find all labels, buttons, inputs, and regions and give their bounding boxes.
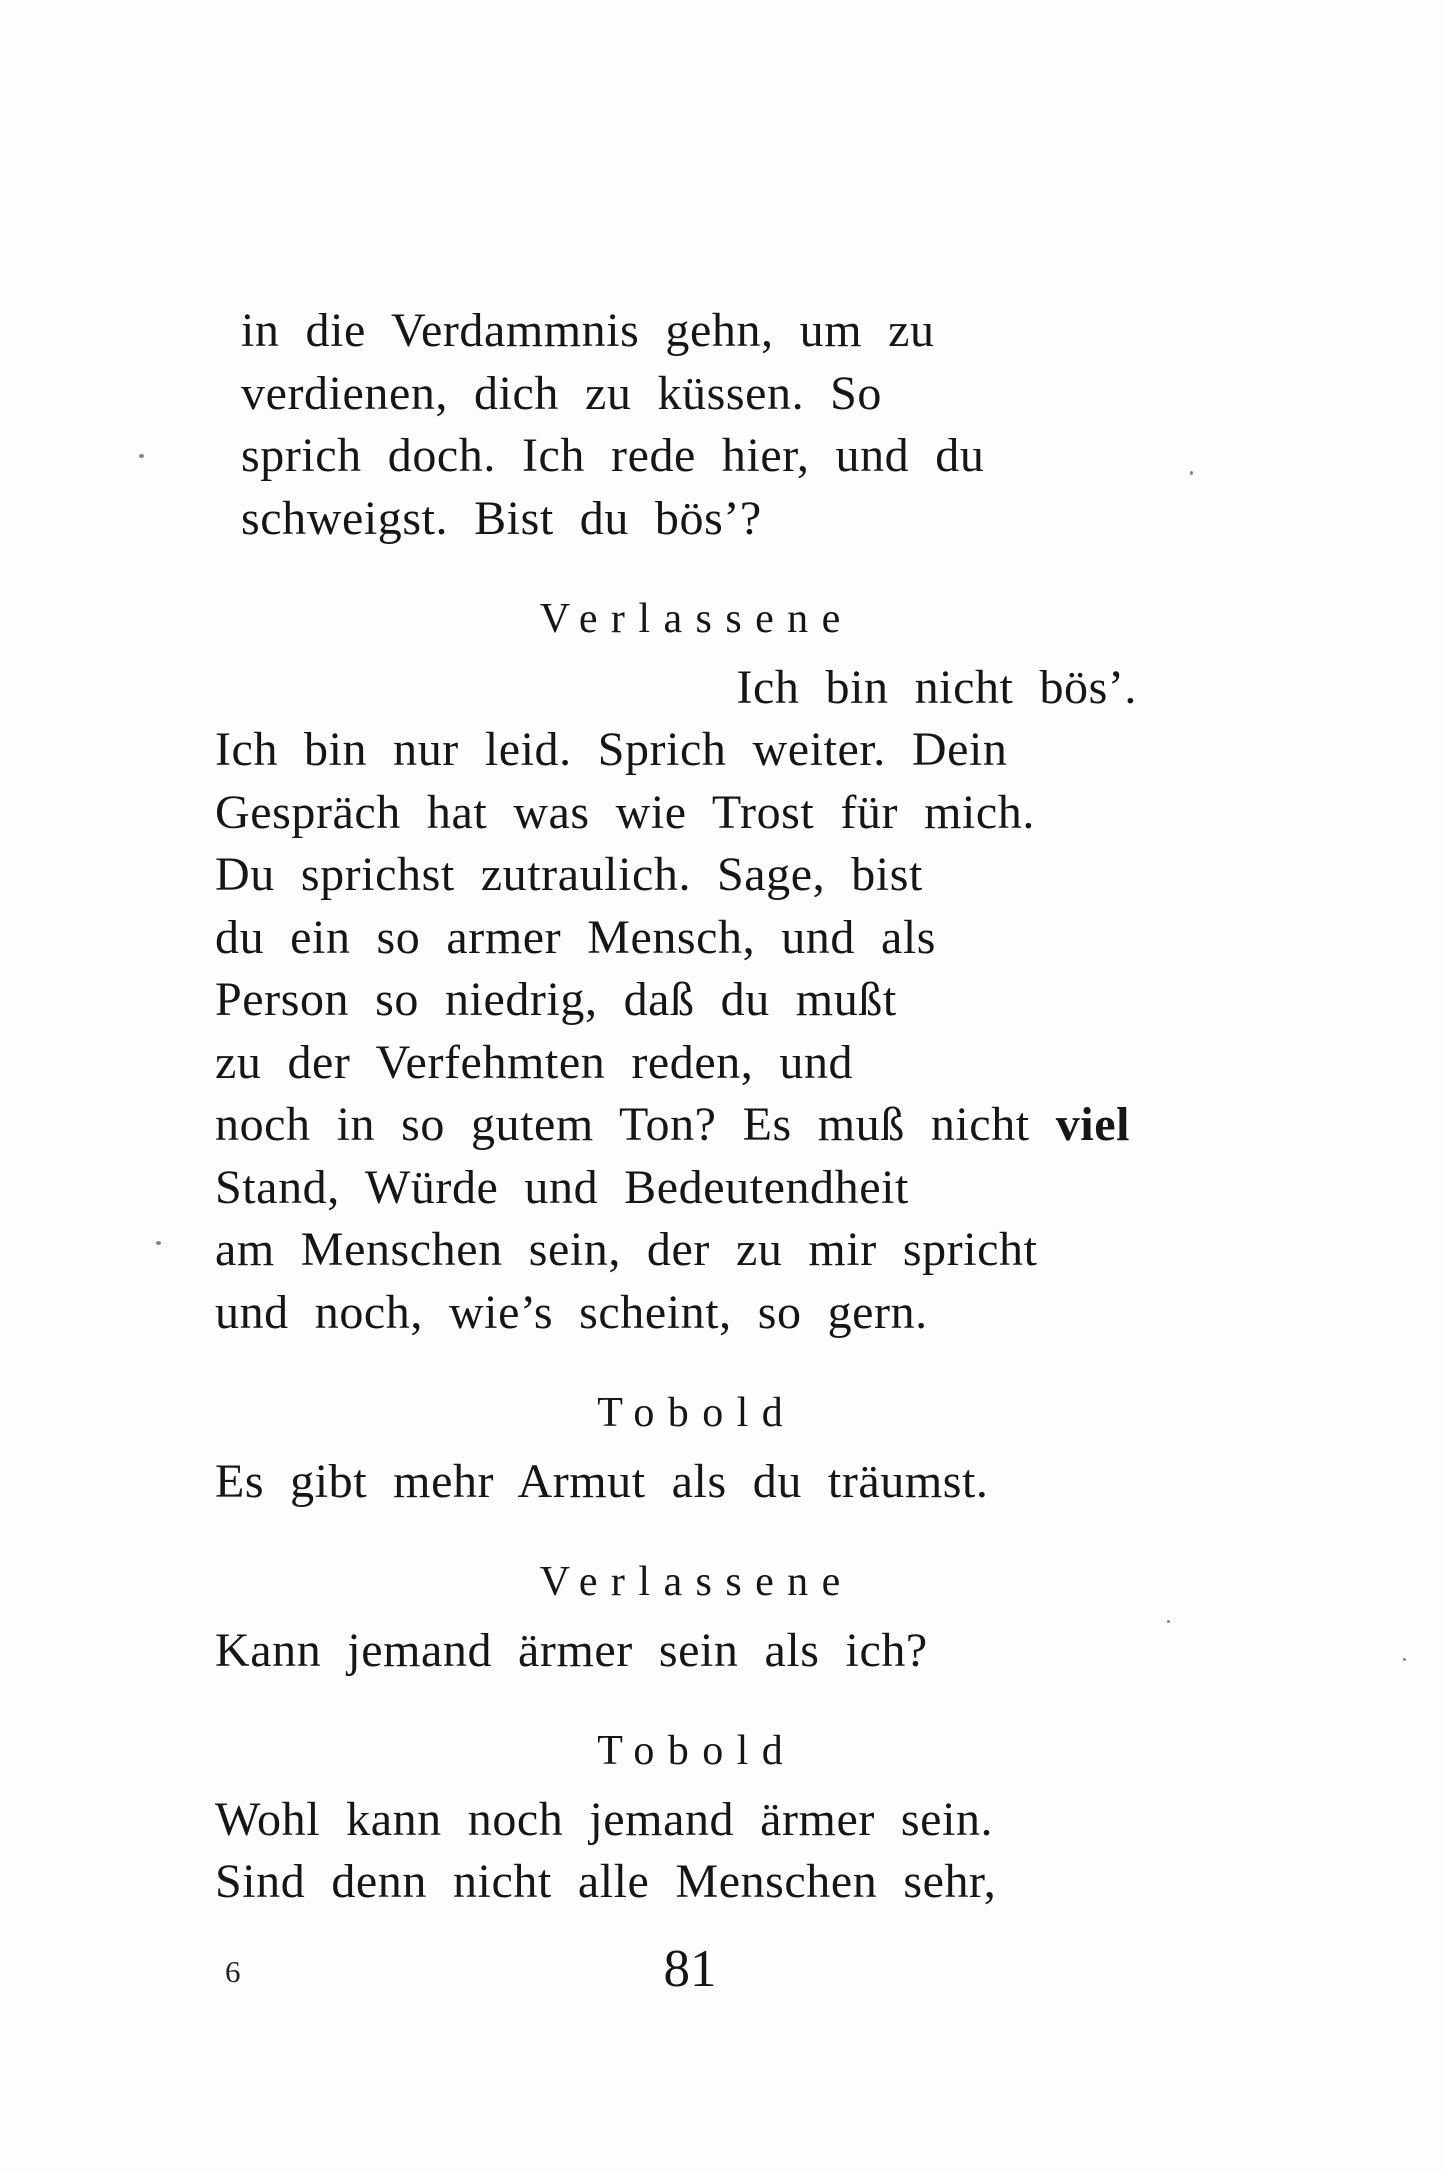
speaker-heading: Tobold (597, 1390, 797, 1436)
verse-block (215, 1789, 1165, 1914)
scan-speck (1167, 1620, 1170, 1623)
verse-line: sprich doch. Ich rede hier, und du (241, 429, 985, 482)
verse-block (215, 1451, 1165, 1514)
verse-line: Stand, Würde und Bedeutendheit (215, 1160, 909, 1214)
scan-speck (156, 1241, 161, 1245)
speaker-heading: Verlassene (539, 596, 854, 642)
verse-line: am Menschen sein, der zu mir spricht (215, 1223, 1038, 1276)
scan-speck (1403, 1658, 1406, 1661)
verse-block (215, 657, 1165, 720)
verse-line: Gespräch hat was wie Trost für mich. (215, 785, 1035, 839)
speaker-heading: Tobold (597, 1728, 797, 1774)
verse-line: Wohl kann noch jemand ärmer sein. (215, 1792, 994, 1846)
emphasized-word: viel (1055, 1098, 1130, 1151)
verse-line (215, 1094, 1165, 1157)
verse-line: Du sprichst zutraulich. Sage, bist (215, 848, 923, 901)
verse-line: du ein so armer Mensch, und als (215, 910, 937, 964)
signature-mark: 6 (225, 1954, 241, 1989)
verse-line: Ich bin nur leid. Sprich weiter. Dein (215, 723, 1008, 776)
verse-line: Sind denn nicht alle Menschen sehr, (215, 1855, 997, 1908)
verse-text: noch in so gutem Ton? Es muß nicht (215, 1098, 1056, 1151)
speaker-heading: Verlassene (539, 1559, 854, 1605)
page-body (215, 300, 1165, 1914)
scan-speck (1190, 471, 1193, 475)
verse-block (215, 1620, 1165, 1683)
verse-line: Kann jemand ärmer sein als ich? (215, 1623, 928, 1677)
verse-line: Ich bin nicht bös’. (736, 660, 1137, 714)
scan-speck (139, 454, 144, 458)
verse-line: und noch, wie’s scheint, so gern. (215, 1285, 928, 1339)
verse-line: verdienen, dich zu küssen. So (241, 366, 883, 420)
verse-line: schweigst. Bist du bös’? (241, 491, 762, 545)
verse-line: Es gibt mehr Armut als du träumst. (215, 1454, 989, 1508)
verse-line: zu der Verfehmten reden, und (215, 1035, 854, 1089)
page-number: 81 (663, 1940, 717, 1998)
verse-line: Person so niedrig, daß du mußt (215, 973, 897, 1026)
verse-block (215, 719, 1165, 1344)
verse-line: in die Verdammnis gehn, um zu (241, 304, 935, 357)
verse-block (215, 300, 1165, 550)
